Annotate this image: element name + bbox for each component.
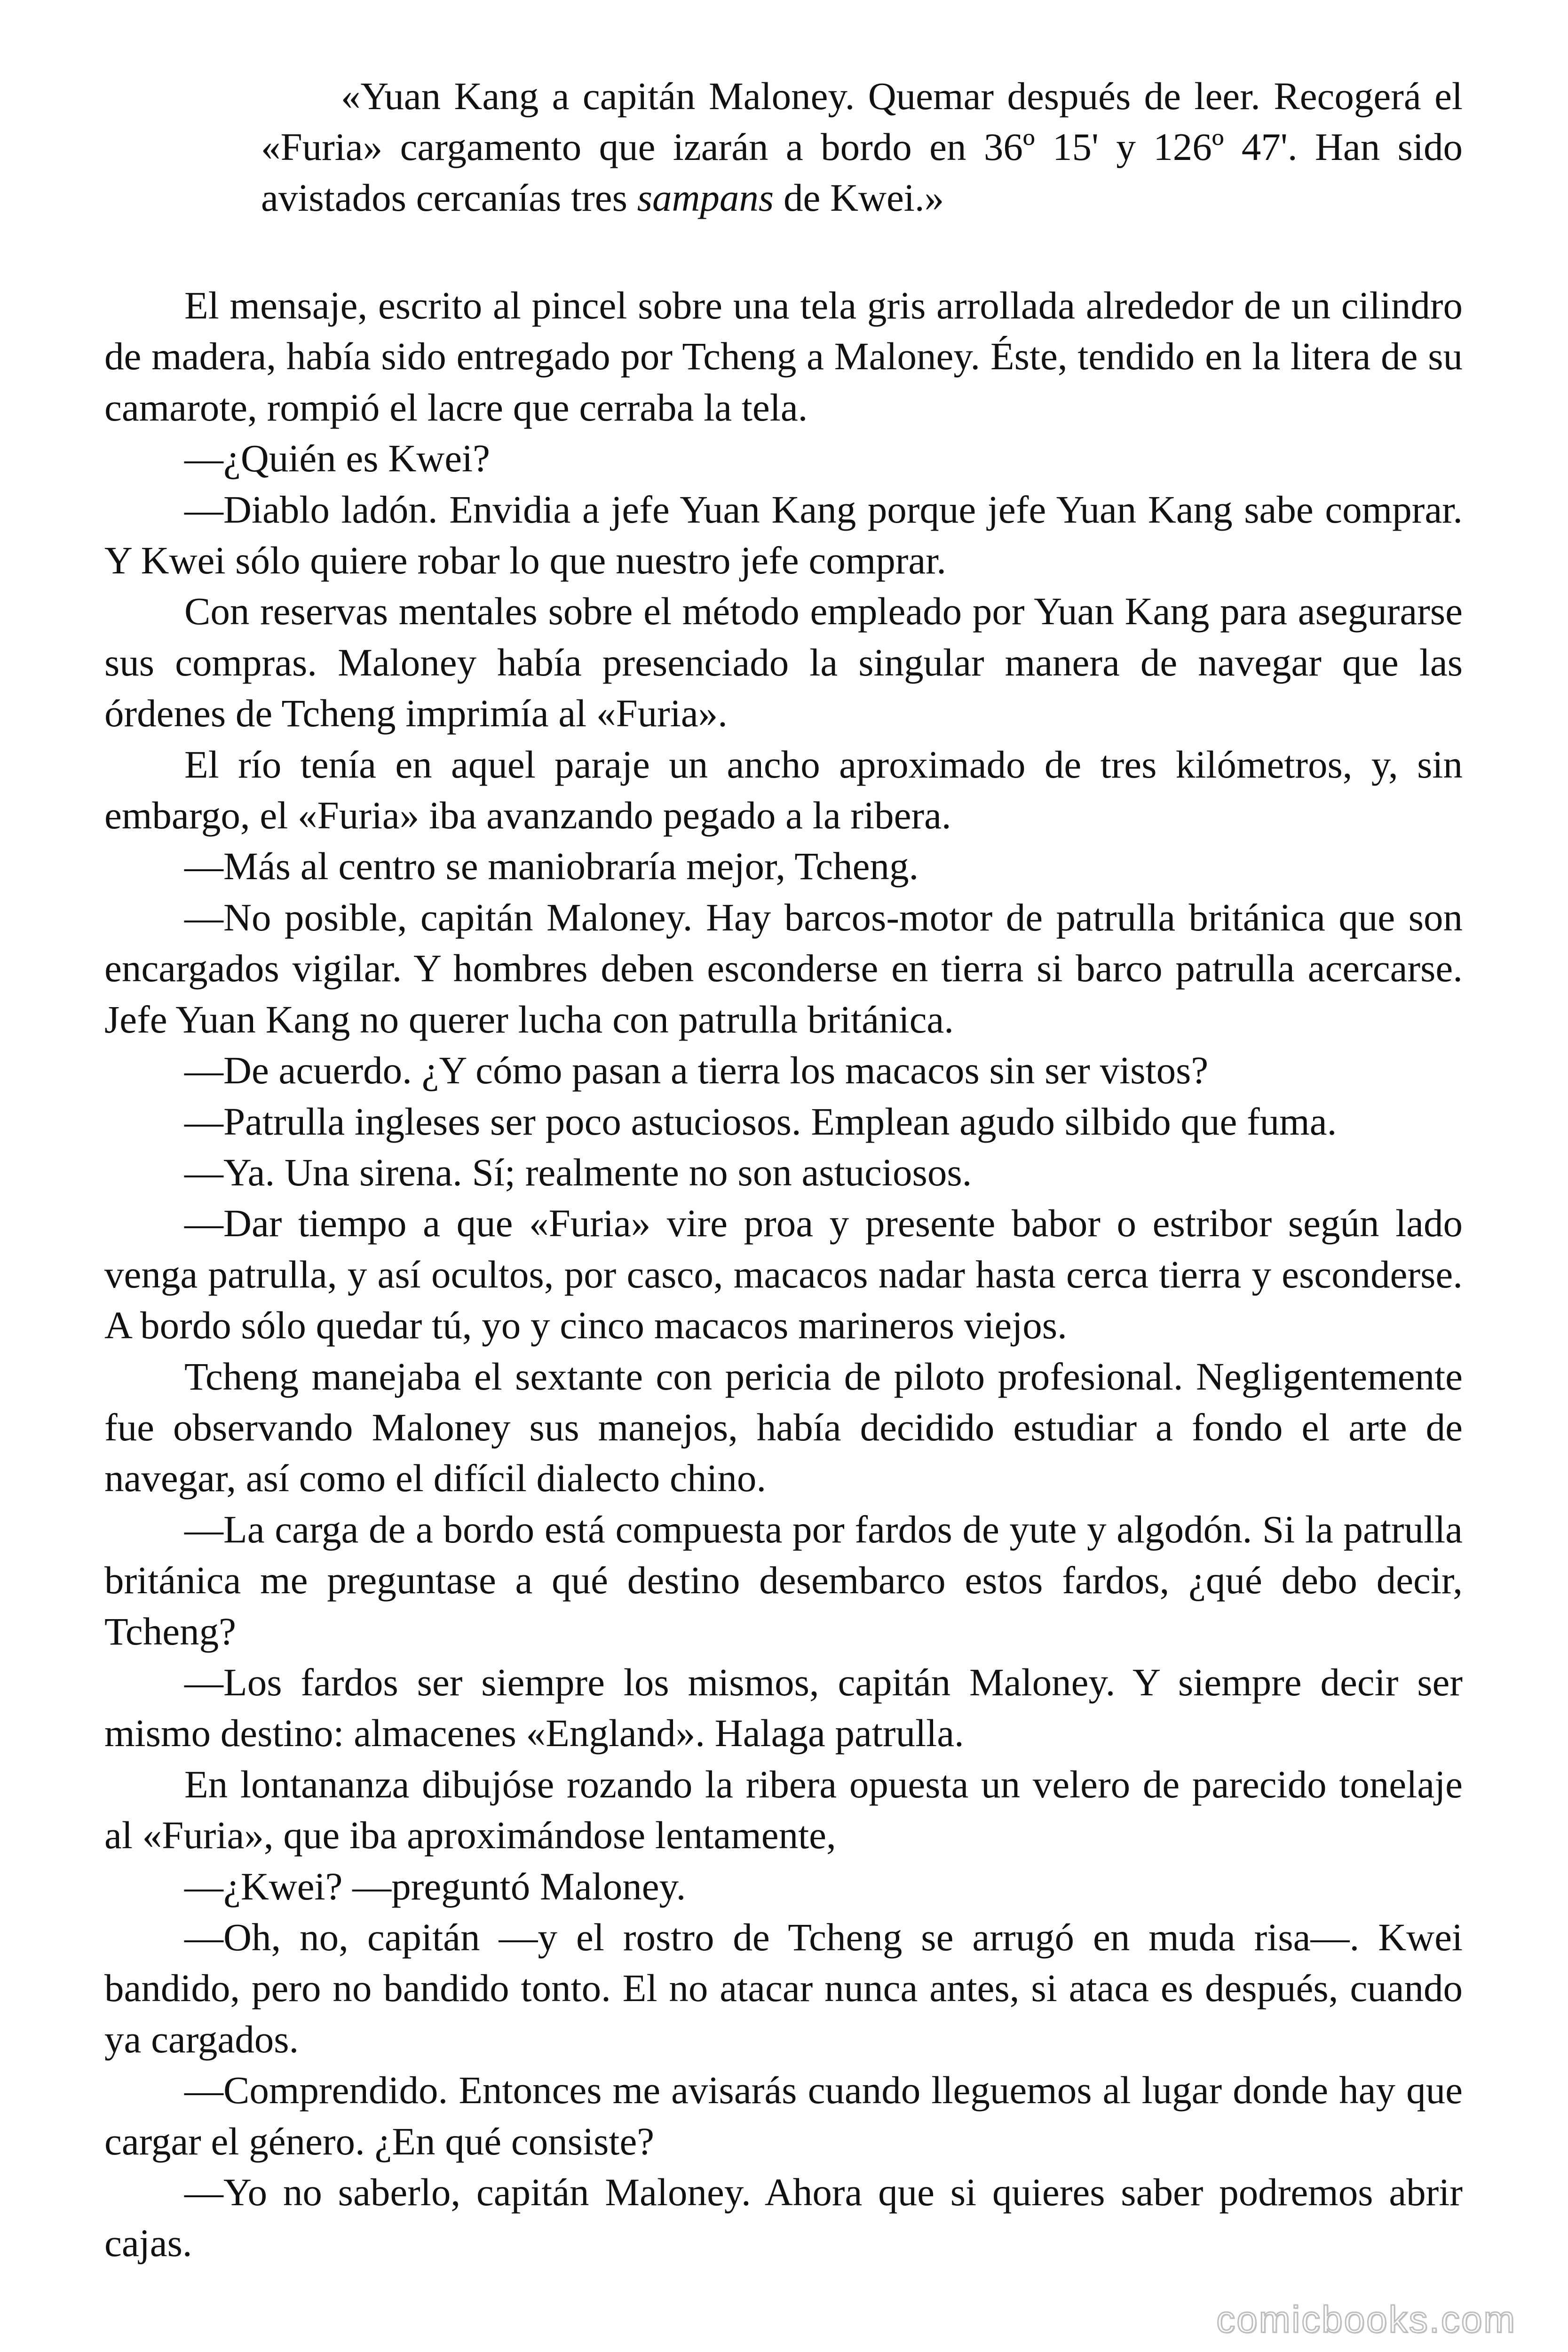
paragraph: —Los fardos ser siempre los mismos, capitán Maloney. Y siempre decir ser mismo destino: almacenes «England». Halaga patrulla.: [104, 1660, 1463, 1755]
paragraph: El mensaje, escrito al pincel sobre una tela gris arrollada alrededor de un cilindro de madera, había sido entregado por Tcheng a Maloney. Éste, tendido en la litera de su camarote, rompió el lacre que cerraba la tela.: [104, 284, 1463, 429]
body-text: [104, 280, 1463, 2269]
quote-text-start: «Yuan Kang a capitán Maloney. Quemar después de leer. Recogerá el «Furia» cargamento que izarán a bordo en 36º 15' y 126º 47'. Han sido avistados cercanías tres: [261, 74, 1463, 219]
paragraph: —Más al centro se maniobraría mejor, Tcheng.: [184, 844, 919, 888]
paragraph: —No posible, capitán Maloney. Hay barcos-motor de patrulla británica que son encargados vigilar. Y hombres deben esconderse en tierra si barco patrulla acercarse. Jefe Yuan Kang no querer lucha con patrulla británica.: [104, 895, 1463, 1041]
paragraph: —Patrulla ingleses ser poco astuciosos. Emplean agudo silbido que fuma.: [184, 1099, 1337, 1143]
quote-text-end: de Kwei.»: [774, 176, 944, 219]
paragraph: —Dar tiempo a que «Furia» vire proa y presente babor o estribor según lado venga patrulla, y así ocultos, por casco, macacos nadar hasta cerca tierra y esconderse. A bordo sólo quedar tú, yo y cinco macacos marineros viejos.: [104, 1201, 1463, 1347]
paragraph: —Ya. Una sirena. Sí; realmente no son astuciosos.: [184, 1150, 972, 1194]
paragraph: En lontananza dibujóse rozando la ribera opuesta un velero de parecido tonelaje al «Furia», que iba aproximándose lentamente,: [104, 1762, 1463, 1857]
paragraph: —¿Quién es Kwei?: [184, 437, 490, 480]
paragraph: —La carga de a bordo está compuesta por fardos de yute y algodón. Si la patrulla británica me preguntase a qué destino desembarco estos fardos, ¿qué debo decir, Tcheng?: [104, 1507, 1463, 1653]
paragraph: Tcheng manejaba el sextante con pericia de piloto profesional. Negligentemente fue observando Maloney sus manejos, había decidido estudiar a fondo el arte de navegar, así como el difícil dialecto chino.: [104, 1354, 1463, 1500]
paragraph: —Comprendido. Entonces me avisarás cuando lleguemos al lugar donde hay que cargar el género. ¿En qué consiste?: [104, 2068, 1463, 2163]
paragraph: —¿Kwei? —preguntó Maloney.: [184, 1864, 686, 1908]
paragraph: —De acuerdo. ¿Y cómo pasan a tierra los macacos sin ser vistos?: [184, 1049, 1209, 1092]
paragraph: Con reservas mentales sobre el método empleado por Yuan Kang para asegurarse sus compras. Maloney había presenciado la singular manera de navegar que las órdenes de Tcheng imprimía al «Furia».: [104, 589, 1463, 735]
quote-italic-word: sampans: [637, 176, 774, 219]
paragraph: —Diablo ladón. Envidia a jefe Yuan Kang porque jefe Yuan Kang sabe comprar. Y Kwei sólo quiere robar lo que nuestro jefe comprar.: [104, 487, 1463, 582]
paragraph: El río tenía en aquel paraje un ancho aproximado de tres kilómetros, y, sin embargo, el «Furia» iba avanzando pegado a la ribera.: [104, 742, 1463, 837]
telegram-quote: [261, 71, 1463, 223]
paragraph: —Yo no saberlo, capitán Maloney. Ahora que si quieres saber podremos abrir cajas.: [104, 2170, 1463, 2265]
paragraph: —Oh, no, capitán —y el rostro de Tcheng se arrugó en muda risa—. Kwei bandido, pero no bandido tonto. El no atacar nunca antes, si ataca es después, cuando ya cargados.: [104, 1915, 1463, 2061]
watermark: comicbooks.com: [1216, 2298, 1516, 2340]
